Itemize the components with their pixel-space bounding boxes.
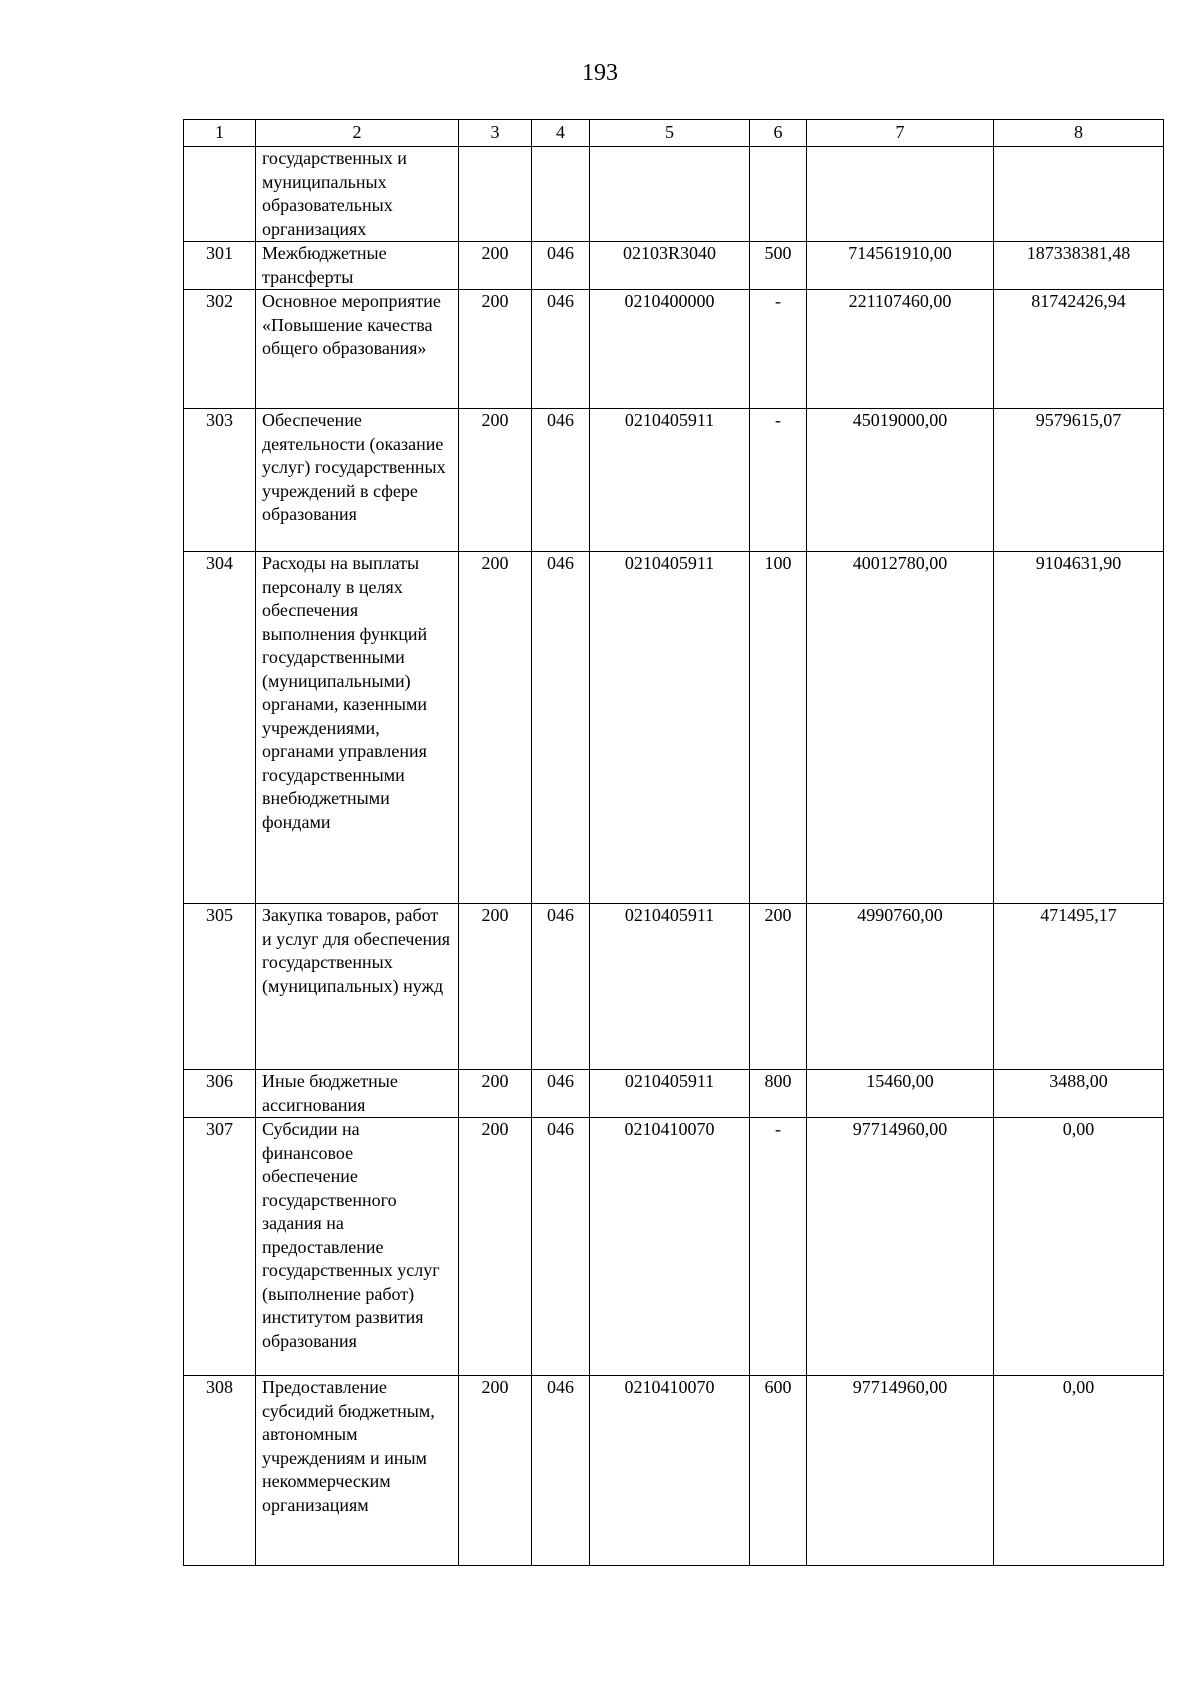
- row-col7: [807, 147, 994, 242]
- row-col5: 0210410070: [590, 1118, 750, 1376]
- row-col6: 500: [750, 242, 807, 290]
- row-name: Субсидии на финансовое обеспечение государственного задания на предоставление государственных услуг (выполнение работ) институтом развития образования: [256, 1118, 459, 1376]
- row-col6: 200: [750, 904, 807, 1070]
- row-col8: 9104631,90: [994, 552, 1164, 904]
- row-col5: 0210400000: [590, 290, 750, 409]
- table-row: [184, 1070, 1164, 1118]
- row-col5: 0210410070: [590, 1376, 750, 1566]
- row-name: Предоставление субсидий бюджетным, автономным учреждениям и иным некоммерческим организациям: [256, 1376, 459, 1566]
- column-header: 1: [184, 120, 256, 147]
- row-col3: 200: [459, 409, 532, 552]
- row-name: Межбюджетные трансферты: [256, 242, 459, 290]
- row-number: [184, 147, 256, 242]
- row-col6: 800: [750, 1070, 807, 1118]
- row-col8: 81742426,94: [994, 290, 1164, 409]
- row-col4: 046: [532, 1376, 590, 1566]
- column-header: 6: [750, 120, 807, 147]
- page-number: 193: [582, 60, 618, 86]
- row-col3: 200: [459, 1070, 532, 1118]
- row-col6: -: [750, 409, 807, 552]
- row-col7: 15460,00: [807, 1070, 994, 1118]
- table-row: [184, 242, 1164, 290]
- row-col7: 97714960,00: [807, 1376, 994, 1566]
- row-col7: 97714960,00: [807, 1118, 994, 1376]
- row-col6: 600: [750, 1376, 807, 1566]
- row-number: 302: [184, 290, 256, 409]
- row-col4: 046: [532, 1118, 590, 1376]
- row-col7: 45019000,00: [807, 409, 994, 552]
- row-col5: [590, 147, 750, 242]
- column-header: 2: [256, 120, 459, 147]
- row-col8: 0,00: [994, 1118, 1164, 1376]
- row-number: 303: [184, 409, 256, 552]
- row-number: 308: [184, 1376, 256, 1566]
- row-col3: 200: [459, 904, 532, 1070]
- row-col8: [994, 147, 1164, 242]
- column-header: 8: [994, 120, 1164, 147]
- row-col8: 9579615,07: [994, 409, 1164, 552]
- row-name: Закупка товаров, работ и услуг для обеспечения государственных (муниципальных) нужд: [256, 904, 459, 1070]
- row-col3: 200: [459, 1118, 532, 1376]
- column-header: 7: [807, 120, 994, 147]
- row-col4: 046: [532, 1070, 590, 1118]
- row-col8: 3488,00: [994, 1070, 1164, 1118]
- row-number: 306: [184, 1070, 256, 1118]
- row-number: 305: [184, 904, 256, 1070]
- table-row: [184, 409, 1164, 552]
- row-col4: 046: [532, 552, 590, 904]
- row-number: 304: [184, 552, 256, 904]
- row-col6: 100: [750, 552, 807, 904]
- row-col3: 200: [459, 1376, 532, 1566]
- row-col6: -: [750, 290, 807, 409]
- row-col4: 046: [532, 409, 590, 552]
- row-name: Иные бюджетные ассигнования: [256, 1070, 459, 1118]
- column-header: 5: [590, 120, 750, 147]
- column-header: 3: [459, 120, 532, 147]
- table-row: [184, 1118, 1164, 1376]
- row-col4: 046: [532, 290, 590, 409]
- row-col8: 0,00: [994, 1376, 1164, 1566]
- row-col5: 0210405911: [590, 1070, 750, 1118]
- row-col7: 714561910,00: [807, 242, 994, 290]
- row-col5: 02103R3040: [590, 242, 750, 290]
- row-col7: 40012780,00: [807, 552, 994, 904]
- row-col3: 200: [459, 552, 532, 904]
- row-col7: 4990760,00: [807, 904, 994, 1070]
- row-col4: 046: [532, 904, 590, 1070]
- row-col7: 221107460,00: [807, 290, 994, 409]
- row-col3: 200: [459, 290, 532, 409]
- row-number: 307: [184, 1118, 256, 1376]
- row-col8: 471495,17: [994, 904, 1164, 1070]
- row-name: государственных и муниципальных образовательных организациях: [256, 147, 459, 242]
- row-col4: 046: [532, 242, 590, 290]
- table-row: [184, 1376, 1164, 1566]
- row-col3: [459, 147, 532, 242]
- header-row: [184, 120, 1164, 147]
- table-row: [184, 904, 1164, 1070]
- row-name: Расходы на выплаты персоналу в целях обеспечения выполнения функций государственными (муниципальными) органами, казенными учреждениями, органами управления государственными внебюджетными фондами: [256, 552, 459, 904]
- table-row: [184, 552, 1164, 904]
- row-name: Основное мероприятие «Повышение качества общего образования»: [256, 290, 459, 409]
- row-col4: [532, 147, 590, 242]
- column-header: 4: [532, 120, 590, 147]
- row-col5: 0210405911: [590, 552, 750, 904]
- row-number: 301: [184, 242, 256, 290]
- row-col5: 0210405911: [590, 904, 750, 1070]
- table-row: [184, 147, 1164, 242]
- row-name: Обеспечение деятельности (оказание услуг) государственных учреждений в сфере образования: [256, 409, 459, 552]
- row-col6: [750, 147, 807, 242]
- row-col5: 0210405911: [590, 409, 750, 552]
- table-row: [184, 290, 1164, 409]
- budget-table: [183, 119, 1164, 1566]
- row-col8: 187338381,48: [994, 242, 1164, 290]
- row-col3: 200: [459, 242, 532, 290]
- row-col6: -: [750, 1118, 807, 1376]
